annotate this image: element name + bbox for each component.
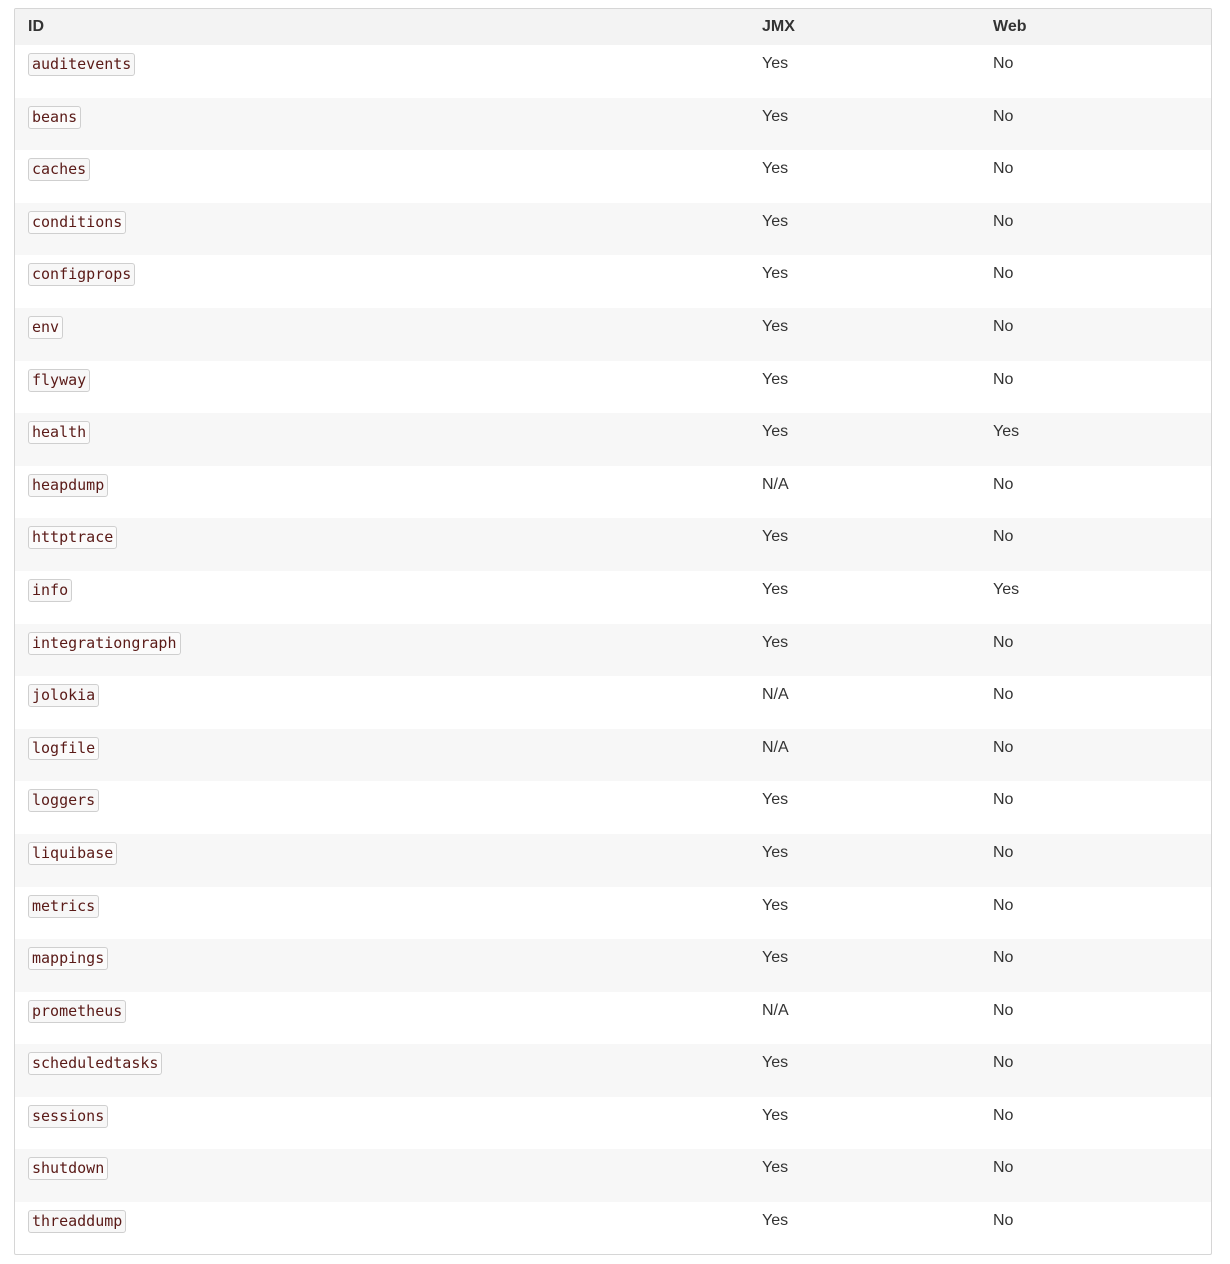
column-header-id: ID bbox=[28, 18, 44, 35]
endpoint-id-code: configprops bbox=[28, 263, 135, 286]
cell-jmx: Yes bbox=[762, 317, 789, 335]
cell-jmx: N/A bbox=[762, 475, 789, 493]
cell-web: No bbox=[993, 633, 1014, 651]
endpoint-id-code: heapdump bbox=[28, 474, 108, 497]
cell-jmx: Yes bbox=[762, 633, 789, 651]
cell-id bbox=[15, 939, 749, 992]
table-row bbox=[15, 676, 1211, 729]
endpoint-id-code: info bbox=[28, 579, 72, 602]
endpoints-table bbox=[15, 9, 1211, 1255]
cell-jmx: Yes bbox=[762, 423, 789, 441]
column-header-jmx: JMX bbox=[762, 18, 795, 35]
cell-jmx: Yes bbox=[762, 160, 789, 178]
table-row bbox=[15, 887, 1211, 940]
cell-web: No bbox=[993, 791, 1014, 809]
cell-jmx: Yes bbox=[762, 949, 789, 967]
table-header bbox=[15, 9, 1211, 45]
endpoint-id-code: caches bbox=[28, 158, 90, 181]
cell-id bbox=[15, 676, 749, 729]
table-row bbox=[15, 1044, 1211, 1097]
cell-web: No bbox=[993, 107, 1014, 125]
cell-jmx: Yes bbox=[762, 370, 789, 388]
table-row bbox=[15, 992, 1211, 1045]
cell-id bbox=[15, 203, 749, 256]
cell-id bbox=[15, 45, 749, 98]
cell-web: No bbox=[993, 317, 1014, 335]
endpoint-id-code: conditions bbox=[28, 211, 126, 234]
cell-web: No bbox=[993, 265, 1014, 283]
cell-jmx: Yes bbox=[762, 1106, 789, 1124]
table-row bbox=[15, 781, 1211, 834]
cell-web: No bbox=[993, 475, 1014, 493]
endpoint-id-code: metrics bbox=[28, 895, 99, 918]
endpoint-id-code: auditevents bbox=[28, 53, 135, 76]
cell-jmx: Yes bbox=[762, 528, 789, 546]
cell-id bbox=[15, 624, 749, 677]
cell-jmx: Yes bbox=[762, 1212, 789, 1230]
cell-web: No bbox=[993, 1054, 1014, 1072]
cell-web: Yes bbox=[993, 580, 1020, 598]
cell-id bbox=[15, 255, 749, 308]
cell-id bbox=[15, 518, 749, 571]
column-header-web: Web bbox=[993, 18, 1027, 35]
table-row bbox=[15, 729, 1211, 782]
endpoint-id-code: flyway bbox=[28, 369, 90, 392]
cell-web: No bbox=[993, 528, 1014, 546]
cell-web: No bbox=[993, 1212, 1014, 1230]
table-row bbox=[15, 1097, 1211, 1150]
endpoint-id-code: jolokia bbox=[28, 684, 99, 707]
cell-web: No bbox=[993, 370, 1014, 388]
endpoint-id-code: threaddump bbox=[28, 1210, 126, 1233]
table-row bbox=[15, 45, 1211, 98]
table-row bbox=[15, 571, 1211, 624]
cell-jmx: N/A bbox=[762, 686, 789, 704]
cell-id bbox=[15, 413, 749, 466]
cell-jmx: Yes bbox=[762, 55, 789, 72]
cell-jmx: Yes bbox=[762, 843, 789, 861]
endpoint-id-code: prometheus bbox=[28, 1000, 126, 1023]
table-header-row bbox=[15, 9, 1211, 45]
cell-jmx: Yes bbox=[762, 212, 789, 230]
cell-web: No bbox=[993, 686, 1014, 704]
cell-jmx: Yes bbox=[762, 791, 789, 809]
table-row bbox=[15, 255, 1211, 308]
cell-id bbox=[15, 466, 749, 519]
endpoint-id-code: mappings bbox=[28, 947, 108, 970]
table-row bbox=[15, 624, 1211, 677]
cell-id bbox=[15, 361, 749, 414]
cell-id bbox=[15, 781, 749, 834]
endpoint-id-code: liquibase bbox=[28, 842, 117, 865]
endpoint-id-code: loggers bbox=[28, 789, 99, 812]
cell-id bbox=[15, 1149, 749, 1202]
table-row bbox=[15, 834, 1211, 887]
cell-web: No bbox=[993, 55, 1014, 72]
cell-id bbox=[15, 571, 749, 624]
cell-id bbox=[15, 1202, 749, 1255]
cell-jmx: N/A bbox=[762, 1001, 789, 1019]
cell-web: No bbox=[993, 738, 1014, 756]
cell-id bbox=[15, 992, 749, 1045]
cell-jmx: Yes bbox=[762, 896, 789, 914]
endpoint-id-code: integrationgraph bbox=[28, 632, 181, 655]
cell-jmx: Yes bbox=[762, 107, 789, 125]
table-row bbox=[15, 98, 1211, 151]
endpoint-id-code: logfile bbox=[28, 737, 99, 760]
table-row bbox=[15, 466, 1211, 519]
cell-jmx: Yes bbox=[762, 265, 789, 283]
cell-web: No bbox=[993, 1106, 1014, 1124]
table-row bbox=[15, 308, 1211, 361]
table-body bbox=[15, 45, 1211, 1255]
cell-web: No bbox=[993, 949, 1014, 967]
table-row bbox=[15, 150, 1211, 203]
table-row bbox=[15, 361, 1211, 414]
table-row bbox=[15, 1202, 1211, 1255]
cell-id bbox=[15, 834, 749, 887]
cell-web: No bbox=[993, 160, 1014, 178]
table-row bbox=[15, 939, 1211, 992]
cell-id bbox=[15, 1097, 749, 1150]
cell-jmx: N/A bbox=[762, 738, 789, 756]
table-row bbox=[15, 203, 1211, 256]
cell-id bbox=[15, 887, 749, 940]
cell-jmx: Yes bbox=[762, 580, 789, 598]
cell-web: No bbox=[993, 1001, 1014, 1019]
endpoint-id-code: sessions bbox=[28, 1105, 108, 1128]
cell-web: No bbox=[993, 212, 1014, 230]
endpoint-id-code: scheduledtasks bbox=[28, 1052, 162, 1075]
cell-id bbox=[15, 1044, 749, 1097]
endpoint-id-code: health bbox=[28, 421, 90, 444]
endpoint-id-code: shutdown bbox=[28, 1157, 108, 1180]
cell-id bbox=[15, 308, 749, 361]
endpoints-table-container bbox=[14, 8, 1212, 1255]
cell-web: No bbox=[993, 843, 1014, 861]
cell-web: No bbox=[993, 1159, 1014, 1177]
cell-web: Yes bbox=[993, 423, 1020, 441]
endpoint-id-code: httptrace bbox=[28, 526, 117, 549]
cell-web: No bbox=[993, 896, 1014, 914]
table-row bbox=[15, 413, 1211, 466]
table-row bbox=[15, 1149, 1211, 1202]
table-row bbox=[15, 518, 1211, 571]
endpoint-id-code: env bbox=[28, 316, 63, 339]
cell-jmx: Yes bbox=[762, 1054, 789, 1072]
cell-id bbox=[15, 729, 749, 782]
cell-id bbox=[15, 150, 749, 203]
endpoint-id-code: beans bbox=[28, 106, 81, 129]
cell-id bbox=[15, 98, 749, 151]
cell-jmx: Yes bbox=[762, 1159, 789, 1177]
